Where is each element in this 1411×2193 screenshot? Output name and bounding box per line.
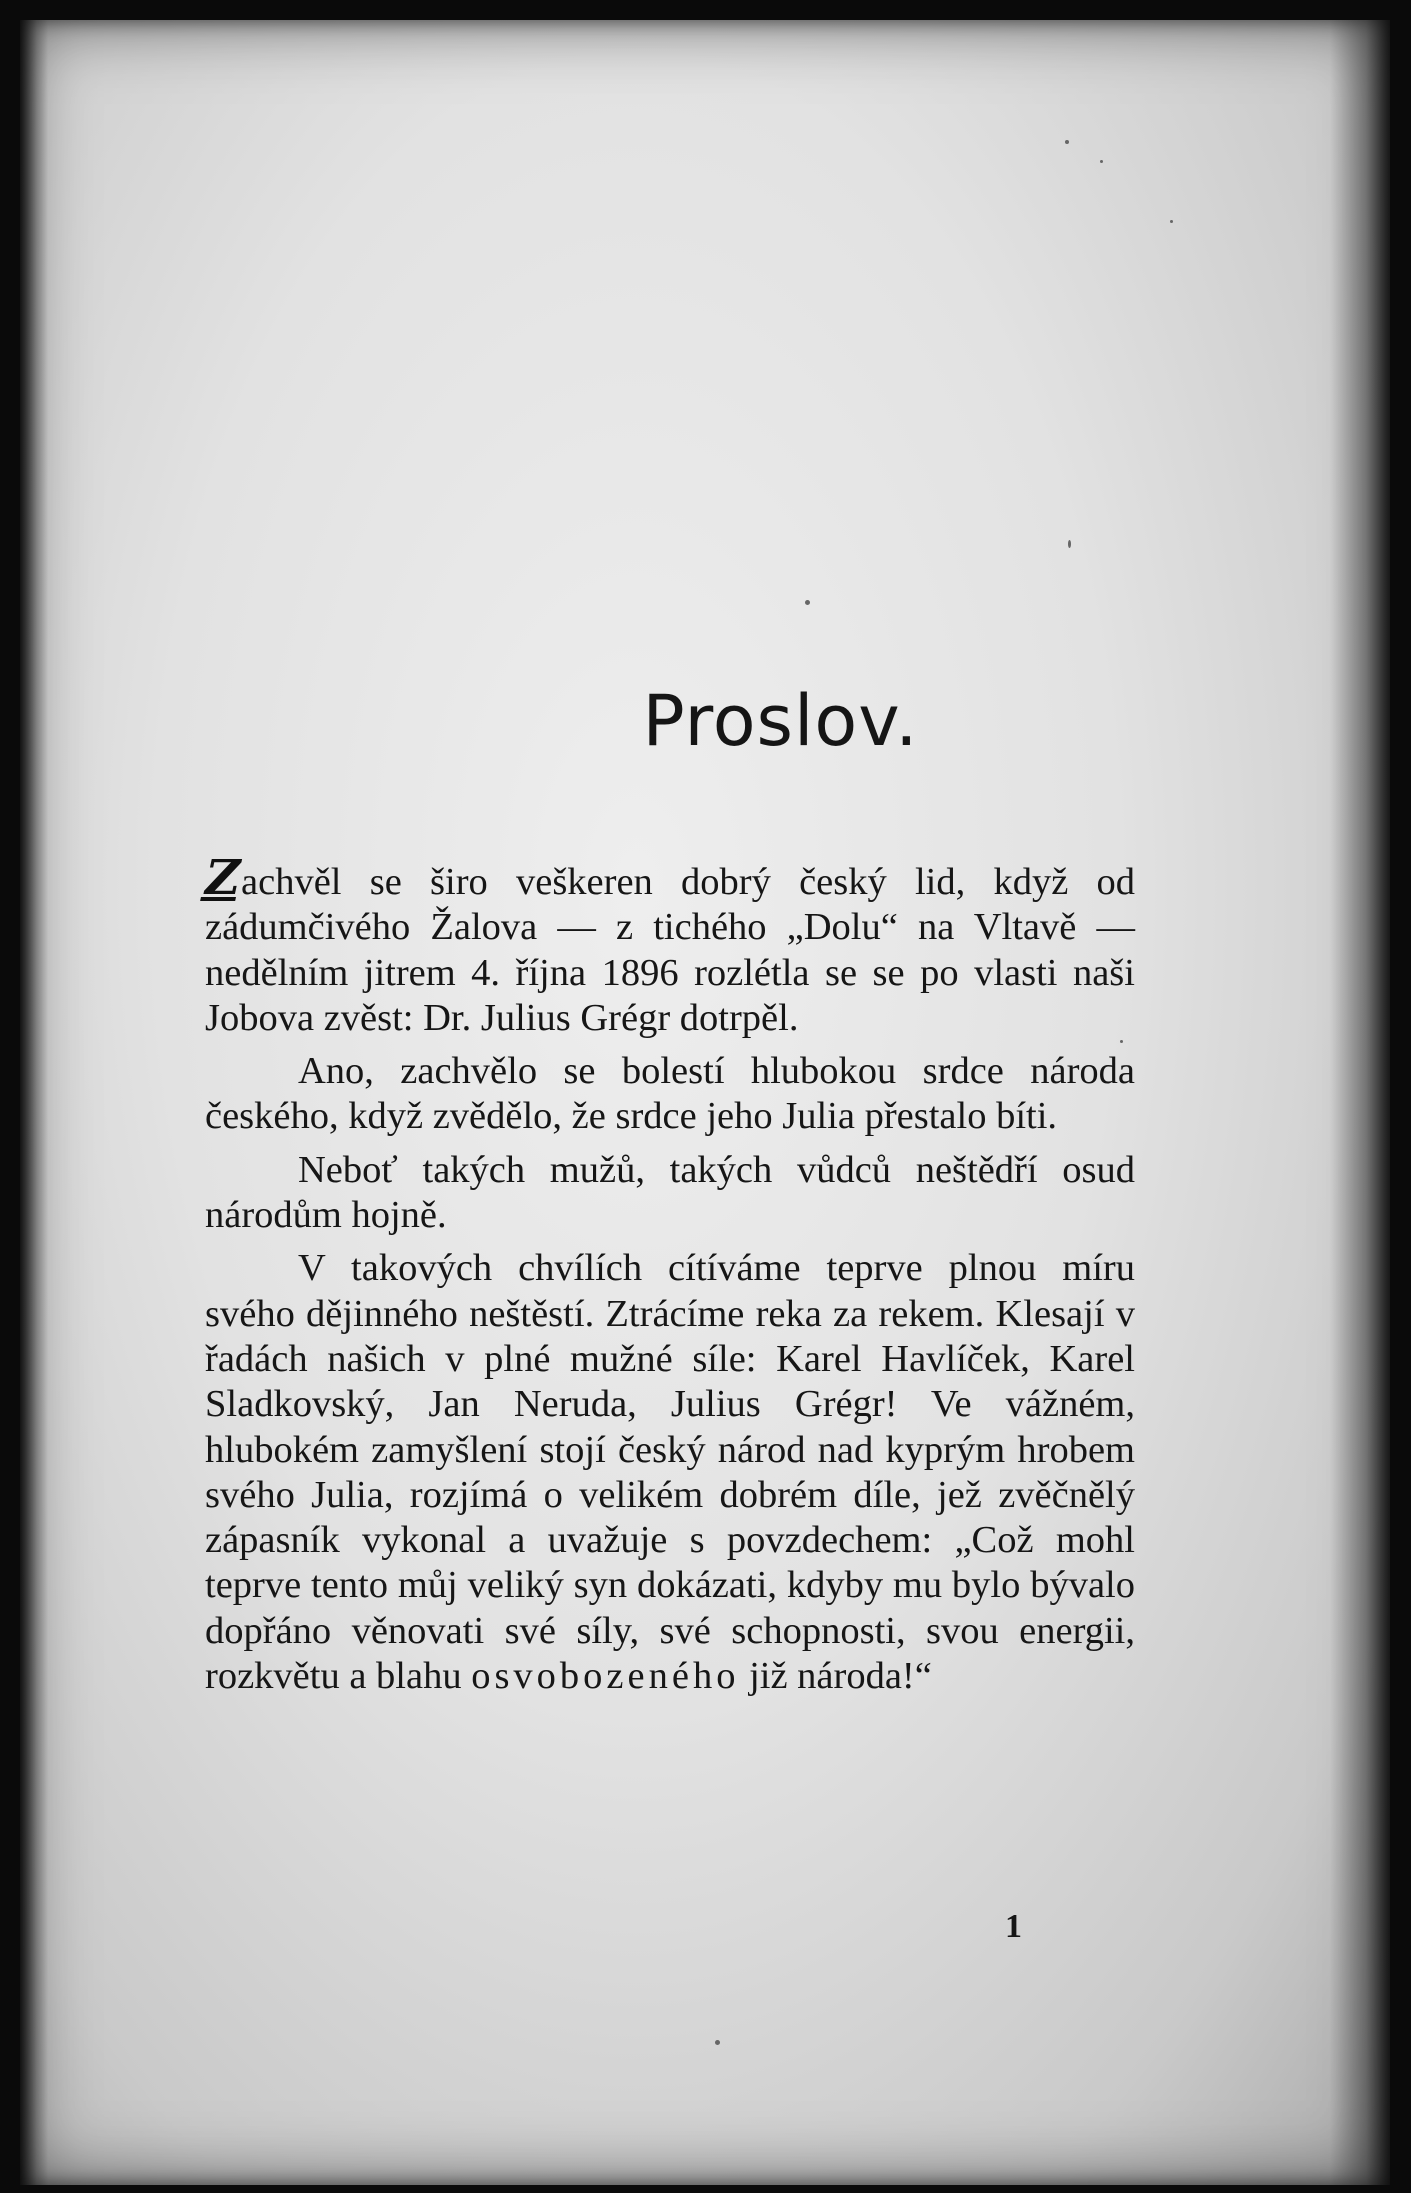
paragraph xyxy=(199,850,1135,1041)
paragraph-text: již národa!“ xyxy=(749,1655,932,1698)
paper-speck xyxy=(1170,220,1173,223)
paper-speck xyxy=(1065,140,1069,144)
paper-speck xyxy=(1068,540,1071,548)
page-right-shadow xyxy=(1330,20,1390,2185)
body-text xyxy=(199,850,1135,1699)
spaced-emphasis: osvobozeného xyxy=(471,1655,740,1698)
paragraph: Ano, zachvělo se bolestí hlubokou srdce národa českého, když zvědělo, že srdce jeho Julia přestalo bíti. xyxy=(205,1050,1135,1138)
chapter-title: Proslov. xyxy=(642,680,919,762)
paper-speck xyxy=(805,600,810,605)
paragraph xyxy=(205,1246,1135,1699)
page-left-shadow xyxy=(20,20,48,2185)
paragraph-text: achvěl se širo veškeren dobrý český lid, když od zádumčivého Žalova — z tichého „Dolu“ na Vltavě — nedělním jitrem 4. října 1896 rozlétla se se po vlasti naši Jobova zvěst: Dr. Julius Grégr dotrpěl. xyxy=(205,861,1135,1039)
paper-speck xyxy=(1100,160,1103,163)
signature-mark: 1 xyxy=(1005,1908,1022,1945)
paper-speck xyxy=(715,2040,720,2045)
drop-cap: Z xyxy=(199,850,246,906)
paragraph-text: V takových chvílích cítíváme teprve plnou míru svého dějinného neštěstí. Ztrácíme reka za rekem. Klesají v řadách našich v plné mužné síle: Karel Havlíček, Karel Sladkovský, Jan Neruda, Julius Grégr! Ve vážném, hlubokém zamyšlení stojí český národ nad kyprým hrobem svého Julia, rozjímá o velikém dobrém díle, jež zvěčnělý zápasník vykonal a uvažuje s povzdechem: „Což mohl teprve tento můj veliký syn dokázati, kdyby mu bylo bývalo dopřáno věnovati své síly, své schopnosti, svou energii, rozkvětu a blahu xyxy=(205,1247,1135,1698)
paragraph: Neboť takých mužů, takých vůdců neštědří osud národům hojně. xyxy=(205,1148,1135,1237)
